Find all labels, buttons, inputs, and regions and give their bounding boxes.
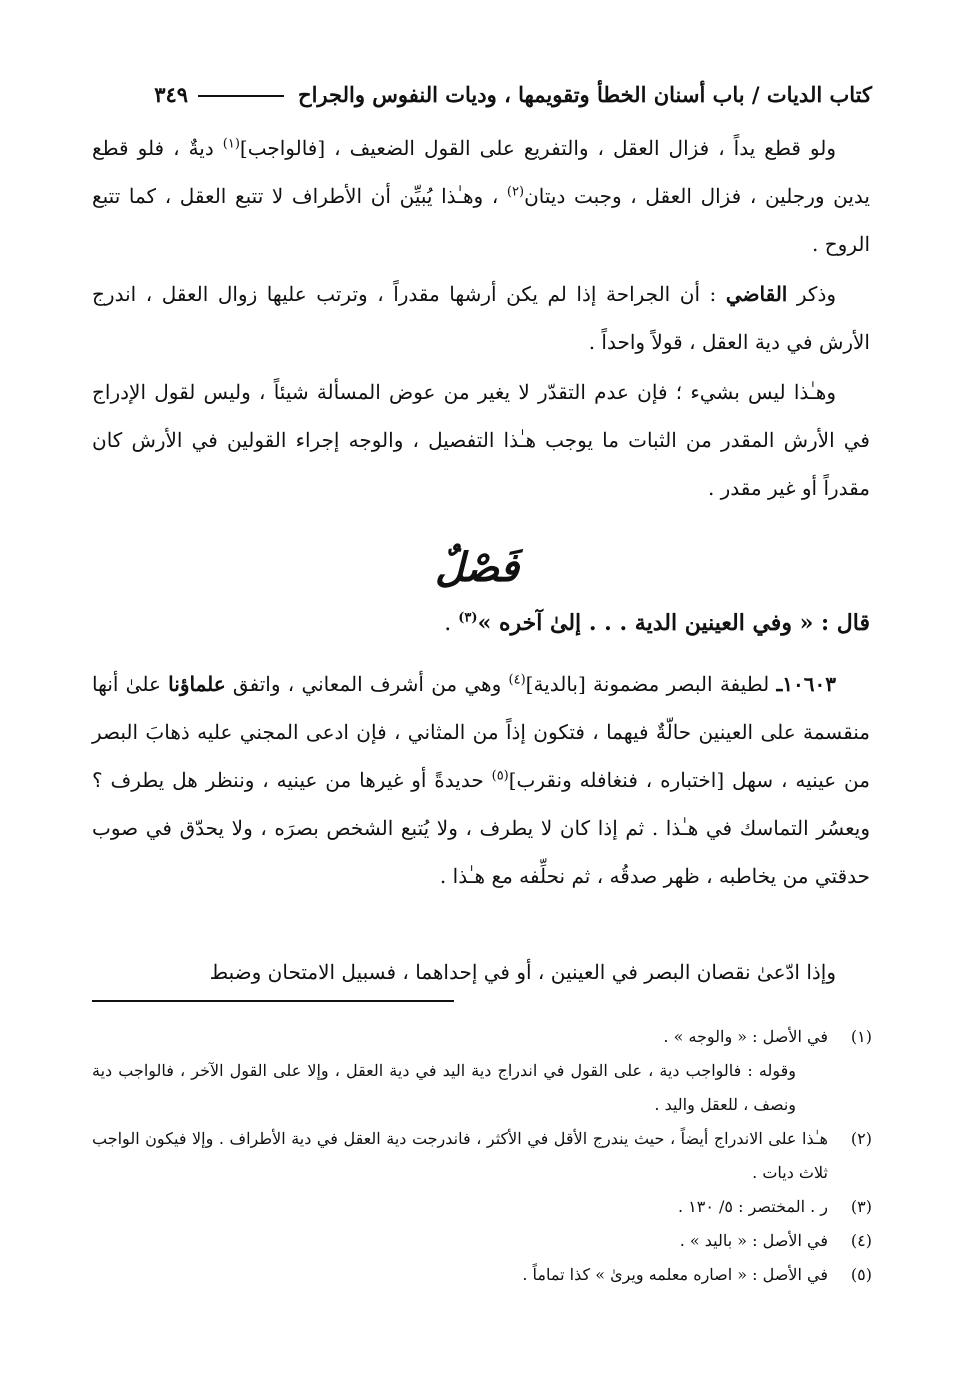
paragraph-4-part-c: علىٰ أنها منقسمة على العينين حالّةٌ فيهما ، فتكون إذاً من المثاني ، فإن ادعى المجني عليه ذهابَ البصر من عينيه ، سهل [اختباره ، فنغافله ونقرب]: [92, 672, 870, 792]
paragraph-4-part-a: لطيفة البصر مضمونة [بالدية]: [525, 672, 777, 696]
paragraph-3: [92, 368, 870, 512]
paragraph-1-part-b: ديةٌ ، فلو قطع يدين ورجلين ، فزال العقل ، وجبت ديتان: [92, 136, 870, 208]
footnote-text: ر . المختصر : ٥/ ١٣٠ .: [677, 1197, 828, 1216]
footnote-1-continuation: وقوله : فالواجب دية ، على القول في اندراج دية اليد في دية العقل ، وإلا على القول الآخر ، فالواجب دية ونصف ، للعقل واليد .: [92, 1061, 796, 1114]
footnote-4: [92, 1224, 872, 1258]
footnote-ref-4[interactable]: (٤): [508, 672, 526, 688]
footnote-number: (٢): [850, 1129, 872, 1148]
quoted-text-end: .: [444, 611, 459, 636]
footnotes: [92, 1020, 872, 1292]
footnote-number: (١): [850, 1027, 872, 1046]
footnote-text: في الأصل : « والوجه » .: [663, 1027, 828, 1046]
section-heading-fasl: فَصْلٌ: [434, 544, 520, 591]
paragraph-3-text: وهـٰذا ليس بشيء ؛ فإن عدم التقدّر لا يغير من عوض المسألة شيئاً ، وليس لقول الإدراج في الأرش المقدر من الثبات ما يوجب هـٰذا التفصيل ، والوجه إجراء القولين في الأرش كان مقدراً أو غير مقدر .: [92, 380, 870, 500]
paragraph-1-part-a: ولو قطع يداً ، فزال العقل ، والتفريع على القول الضعيف ، [فالواجب]: [239, 136, 836, 160]
footnote-2: [92, 1122, 872, 1190]
paragraph-4: [92, 660, 870, 900]
page-number: ٣٤٩: [154, 81, 189, 107]
footnote-number: (٥): [850, 1265, 872, 1284]
footnote-ref-1[interactable]: (١): [222, 136, 240, 152]
footnote-text: هـٰذا على الاندراج أيضاً ، حيث يندرج الأقل في الأكثر ، فاندرجت دية العقل في دية الأطراف . وإلا فيكون الواجب ثلاث ديات .: [92, 1129, 828, 1182]
footnote-ref-2[interactable]: (٢): [506, 184, 525, 200]
footnote-ref-5[interactable]: (٥): [491, 768, 509, 784]
paragraph-number: ١٠٦٠٣ـ: [776, 672, 837, 696]
header-rule: [198, 95, 284, 97]
scholars-term: علماؤنا: [168, 672, 226, 696]
running-header-title: كتاب الديات / باب أسنان الخطأ وتقويمها ، وديات النفوس والجراح: [298, 81, 872, 107]
paragraph-4-part-d: حديدةً أو غيرها من عينيه ، وننظر هل يطرف ؟ ويعسُر التماسك في هـٰذا . ثم إذا كان لا يطرف ، ولا يُتبع الشخص بصرَه ، ولا يحدّق في صوب حدقتي من يخاطبه ، ظهر صدقُه ، ثم نحلِّفه مع هـٰذا .: [92, 768, 870, 888]
scholar-name-qadi: القاضي: [725, 282, 788, 306]
paragraph-5-text: وإذا ادّعىٰ نقصان البصر في العينين ، أو في إحداهما ، فسبيل الامتحان وضبط: [209, 960, 836, 984]
footnote-text: في الأصل : « اصاره معلمه ويرىٰ » كذا تماماً .: [522, 1265, 828, 1284]
quoted-text-line: [92, 598, 870, 648]
quoted-text: قال : « وفي العينين الدية . . . إلىٰ آخره »: [477, 610, 870, 636]
paragraph-1: [92, 124, 870, 268]
footnote-number: (٤): [850, 1231, 872, 1250]
paragraph-2: [92, 270, 870, 366]
footnote-ref-3[interactable]: (٣): [458, 610, 478, 626]
footnote-5: [92, 1258, 872, 1292]
paragraph-4-part-b: وهي من أشرف المعاني ، واتفق: [225, 672, 509, 696]
paragraph-5: [92, 948, 870, 996]
footnote-3: [92, 1190, 872, 1224]
footnote-1: [92, 1020, 872, 1054]
paragraph-2-part-a: وذكر: [787, 282, 837, 306]
paragraph-1-part-c: ، وهـٰذا يُبيِّن أن الأطراف لا تتبع العقل ، كما تتبع الروح .: [92, 184, 870, 256]
footnote-number: (٣): [850, 1197, 872, 1216]
footnote-text: في الأصل : « باليد » .: [679, 1231, 828, 1250]
footnote-separator: [92, 1000, 454, 1002]
paragraph-2-part-b: : أن الجراحة إذا لم يكن أرشها مقدراً ، وترتب عليها زوال العقل ، اندرج الأرش في دية العقل ، قولاً واحداً .: [92, 282, 870, 354]
running-header: [92, 76, 872, 112]
